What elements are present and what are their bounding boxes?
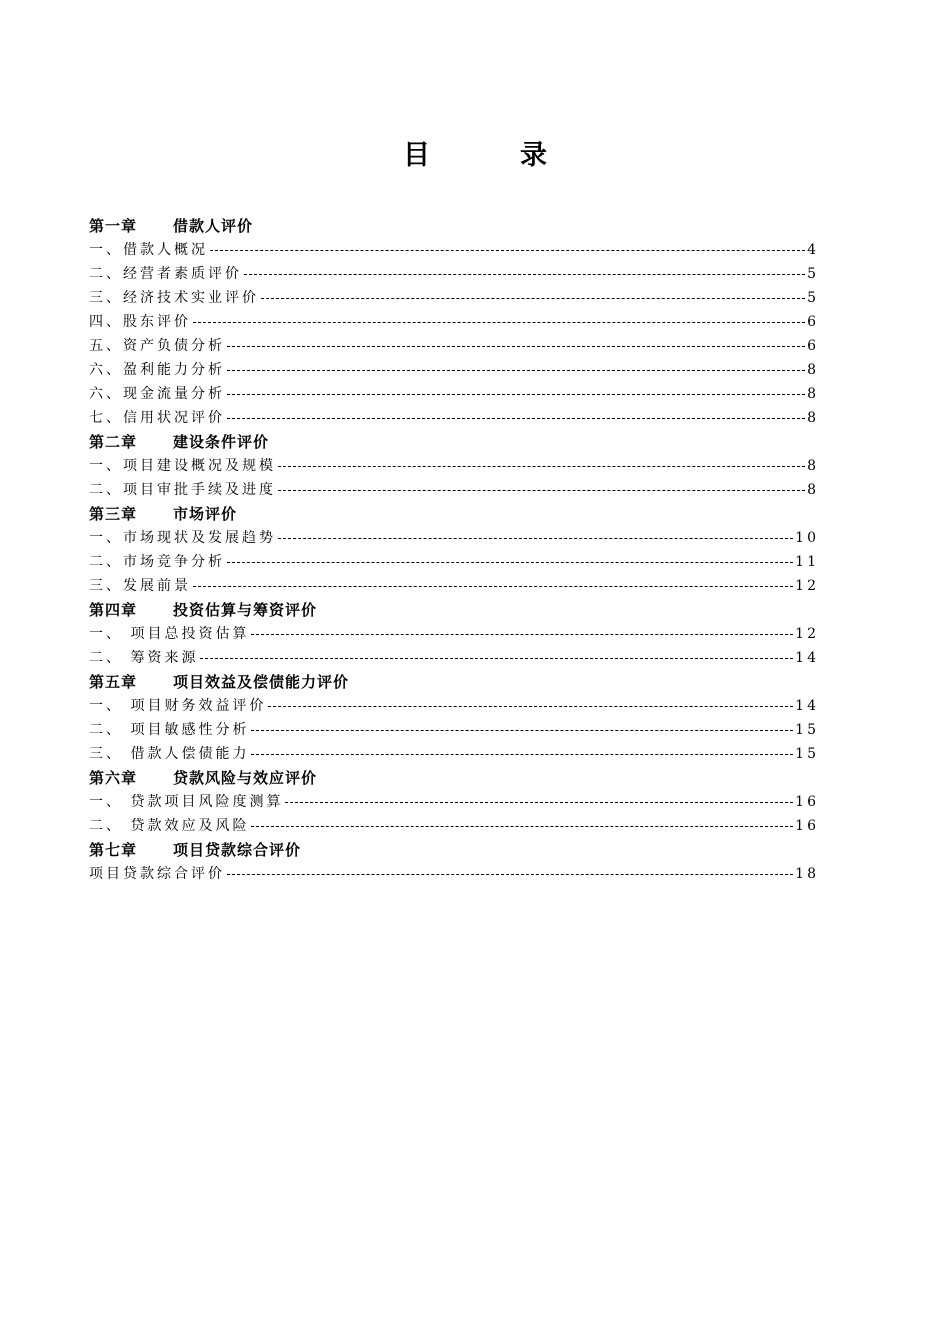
toc-entry[interactable] [89, 382, 819, 406]
dash-leader [261, 298, 805, 300]
chapter-number: 第五章 [89, 673, 138, 691]
toc-chapter-heading [89, 766, 819, 790]
toc-entry-label: 一、 项目总投资估算 [89, 626, 250, 642]
dash-leader [227, 874, 793, 876]
toc-entry[interactable] [89, 286, 819, 310]
toc-page-number: 10 [795, 530, 819, 546]
chapter-number: 第四章 [89, 601, 138, 619]
toc-entry-label: 一、 贷款项目风险度测算 [89, 794, 284, 810]
dash-leader [227, 418, 805, 420]
toc-entry[interactable] [89, 574, 819, 598]
dash-leader [251, 826, 793, 828]
toc-chapter-heading [89, 214, 819, 238]
toc-page-number: 14 [795, 650, 819, 666]
toc-entry-label: 四、股东评价 [89, 314, 191, 330]
dash-leader [268, 706, 793, 708]
toc-page-number: 16 [795, 818, 819, 834]
chapter-title: 借款人评价 [173, 217, 254, 235]
dash-leader [278, 538, 793, 540]
page-title [0, 133, 950, 172]
toc-entry[interactable] [89, 742, 819, 766]
dash-leader [227, 562, 793, 564]
toc-entry[interactable] [89, 790, 819, 814]
toc-entry[interactable] [89, 238, 819, 262]
toc-entry[interactable] [89, 622, 819, 646]
chapter-number: 第六章 [89, 769, 138, 787]
toc-chapter-heading [89, 670, 819, 694]
toc-page-number: 15 [795, 722, 819, 738]
toc-entry-label: 三、经济技术实业评价 [89, 290, 259, 306]
dash-leader [210, 250, 805, 252]
toc-entry[interactable] [89, 526, 819, 550]
toc-page-number: 12 [795, 626, 819, 642]
dash-leader [278, 490, 805, 492]
toc-entry-label: 七、信用状况评价 [89, 410, 225, 426]
toc-page-number: 18 [795, 866, 819, 882]
toc-page-number: 8 [807, 482, 819, 498]
toc-entry-label: 一、 项目财务效益评价 [89, 698, 267, 714]
dash-leader [200, 658, 793, 660]
toc-entry-label: 一、借款人概况 [89, 242, 208, 258]
toc-page-number: 6 [807, 314, 819, 330]
toc-page-number: 11 [795, 554, 819, 570]
chapter-title: 市场评价 [173, 505, 238, 523]
chapter-title: 项目贷款综合评价 [173, 841, 302, 859]
toc-entry[interactable] [89, 550, 819, 574]
table-of-contents [89, 214, 819, 886]
dash-leader [193, 586, 793, 588]
toc-page-number: 5 [807, 266, 819, 282]
chapter-title: 项目效益及偿债能力评价 [173, 673, 350, 691]
toc-page-number: 4 [807, 242, 819, 258]
toc-entry-label: 一、项目建设概况及规模 [89, 458, 276, 474]
toc-entry-label: 六、盈利能力分析 [89, 362, 225, 378]
toc-entry-label: 一、市场现状及发展趋势 [89, 530, 276, 546]
chapter-title: 建设条件评价 [173, 433, 270, 451]
dash-leader [251, 754, 793, 756]
toc-entry[interactable] [89, 358, 819, 382]
toc-entry[interactable] [89, 478, 819, 502]
toc-page-number: 5 [807, 290, 819, 306]
toc-page-number: 14 [795, 698, 819, 714]
dash-leader [227, 370, 805, 372]
toc-entry[interactable] [89, 862, 819, 886]
toc-entry-label: 三、发展前景 [89, 578, 191, 594]
toc-entry-label: 项目贷款综合评价 [89, 866, 225, 882]
toc-entry[interactable] [89, 814, 819, 838]
toc-chapter-heading [89, 838, 819, 862]
toc-page-number: 15 [795, 746, 819, 762]
toc-chapter-heading [89, 430, 819, 454]
toc-page-number: 8 [807, 410, 819, 426]
toc-entry-label: 二、市场竞争分析 [89, 554, 225, 570]
toc-page-number: 16 [795, 794, 819, 810]
toc-page-number: 8 [807, 386, 819, 402]
toc-page-number: 6 [807, 338, 819, 354]
chapter-number: 第二章 [89, 433, 138, 451]
toc-entry-label: 二、项目审批手续及进度 [89, 482, 276, 498]
title-char-left: 目 [403, 140, 430, 171]
toc-entry-label: 二、 贷款效应及风险 [89, 818, 250, 834]
dash-leader [193, 322, 805, 324]
toc-page-number: 12 [795, 578, 819, 594]
toc-entry-label: 二、经营者素质评价 [89, 266, 242, 282]
toc-page-number: 8 [807, 458, 819, 474]
title-char-right: 录 [520, 140, 547, 171]
toc-entry-label: 三、 借款人偿债能力 [89, 746, 250, 762]
toc-page-number: 8 [807, 362, 819, 378]
toc-entry[interactable] [89, 310, 819, 334]
toc-entry[interactable] [89, 454, 819, 478]
dash-leader [285, 802, 793, 804]
chapter-number: 第七章 [89, 841, 138, 859]
toc-entry-label: 六、现金流量分析 [89, 386, 225, 402]
toc-entry[interactable] [89, 406, 819, 430]
toc-entry[interactable] [89, 718, 819, 742]
dash-leader [278, 466, 805, 468]
dash-leader [251, 634, 793, 636]
dash-leader [227, 346, 805, 348]
dash-leader [244, 274, 805, 276]
chapter-number: 第一章 [89, 217, 138, 235]
chapter-number: 第三章 [89, 505, 138, 523]
toc-entry[interactable] [89, 694, 819, 718]
toc-entry-label: 二、 筹资来源 [89, 650, 199, 666]
chapter-title: 投资估算与筹资评价 [173, 601, 318, 619]
dash-leader [227, 394, 805, 396]
dash-leader [251, 730, 793, 732]
toc-entry[interactable] [89, 646, 819, 670]
toc-entry-label: 二、 项目敏感性分析 [89, 722, 250, 738]
toc-entry[interactable] [89, 262, 819, 286]
chapter-title: 贷款风险与效应评价 [173, 769, 318, 787]
toc-entry[interactable] [89, 334, 819, 358]
toc-chapter-heading [89, 502, 819, 526]
toc-entry-label: 五、资产负债分析 [89, 338, 225, 354]
toc-chapter-heading [89, 598, 819, 622]
